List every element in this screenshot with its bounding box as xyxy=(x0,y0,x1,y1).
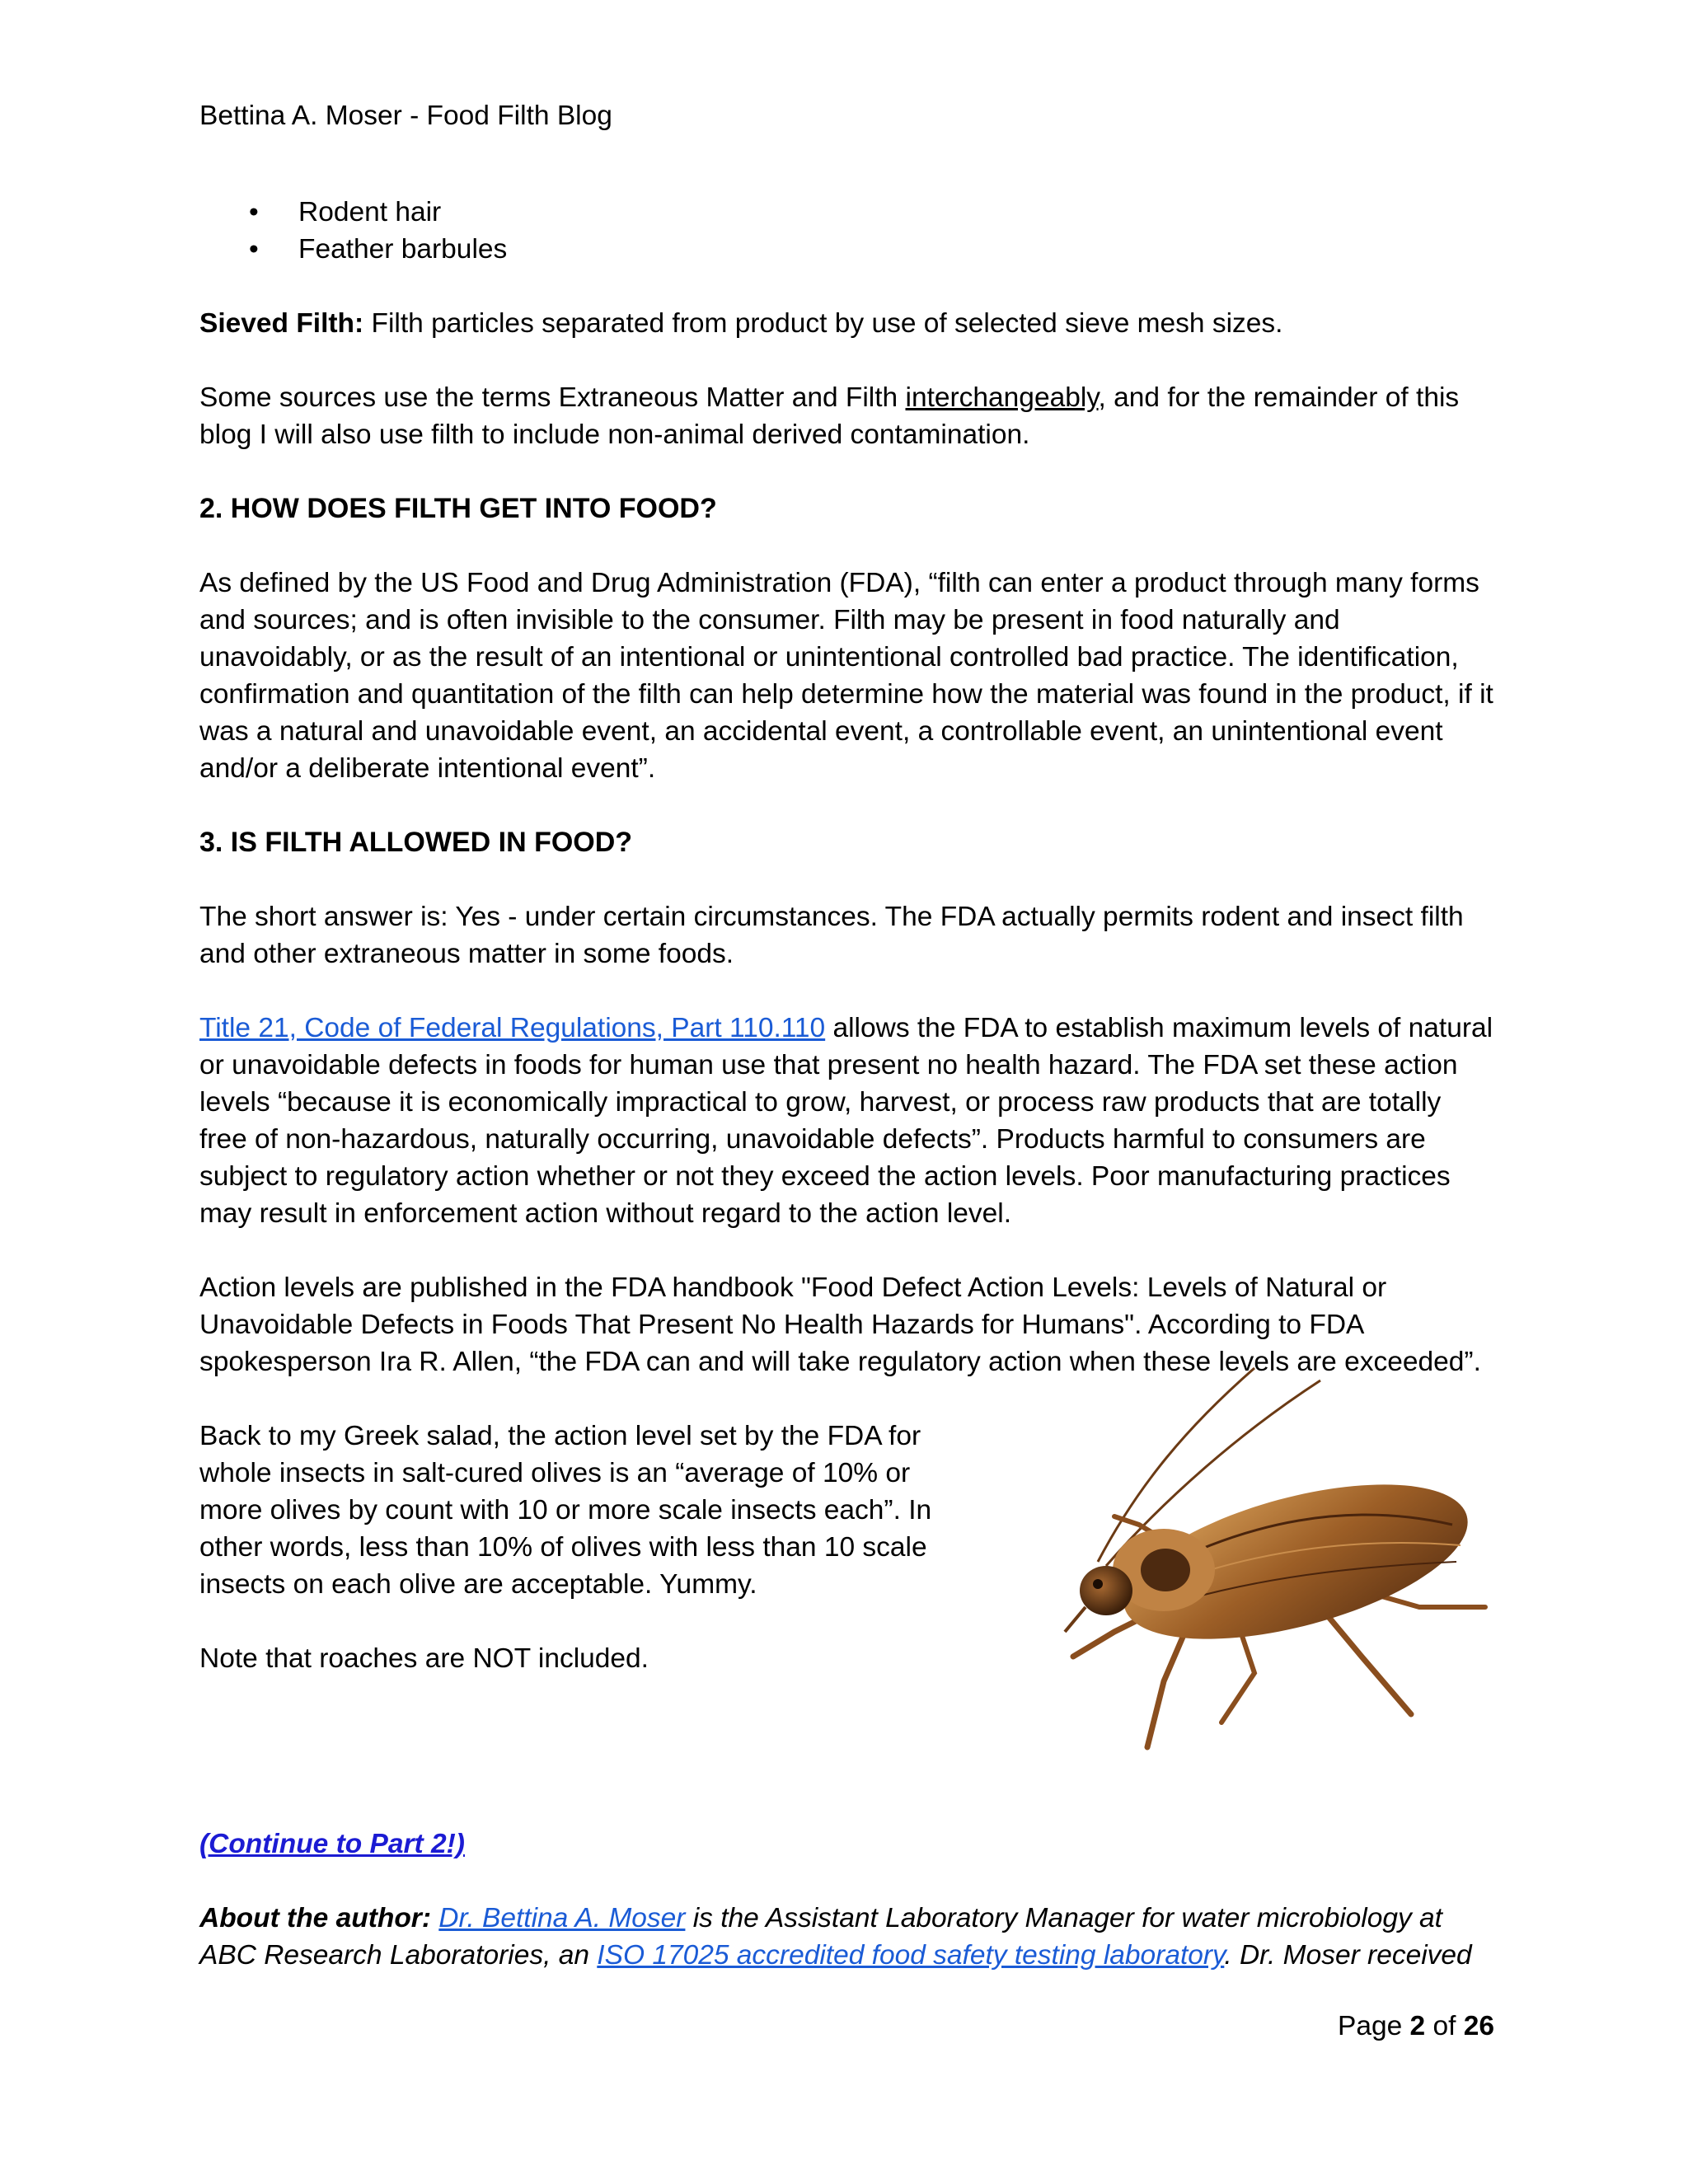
bullet-icon: • xyxy=(249,234,259,265)
author-link[interactable]: Dr. Bettina A. Moser xyxy=(438,1903,686,1933)
section-3-paragraph-3: Action levels are published in the FDA handbook "Food Defect Action Levels: Levels of Natural or Unavoidable Defects in Foods That Present No Health Hazards for Humans". According to FDA spokesperson Ira R. Allen, “the FDA can and will take regulatory action when these levels are exceeded”. xyxy=(199,1272,1481,1377)
about-author-paragraph: About the author: Dr. Bettina A. Moser is the Assistant Laboratory Manager for water microbiology at ABC Research Laboratories, an ISO 17025 accredited food safety testing laboratory. Dr. Moser received xyxy=(199,1903,1472,1971)
greek-salad-paragraph: Back to my Greek salad, the action level set by the FDA for whole insects in salt-cured olives is an “average of 10% or more olives by count with 10 or more scale insects each”. In other words, less than 10% of olives with less than 10 scale insects on each olive are acceptable. Yummy. xyxy=(199,1421,932,1600)
bullet-list xyxy=(199,194,1493,268)
continue-to-part-2-link[interactable]: (Continue to Part 2!) xyxy=(199,1829,465,1859)
page-number: 2 xyxy=(1409,2011,1426,2041)
terms-paragraph: Some sources use the terms Extraneous Matter and Filth interchangeably, and for the remainder of this blog I will also use filth to include non-animal derived contamination. xyxy=(199,382,1460,450)
about-author-label: About the author: xyxy=(199,1903,431,1933)
cfr-link[interactable]: Title 21, Code of Federal Regulations, Part 110.110 xyxy=(199,1013,826,1043)
sieved-filth-definition: Sieved Filth: Filth particles separated from product by use of selected sieve mesh sizes. xyxy=(199,308,1283,339)
olives-block xyxy=(199,1418,1493,1788)
page-total: 26 xyxy=(1463,2011,1495,2041)
cockroach-illustration xyxy=(974,1360,1502,1772)
section-3-paragraph-1: The short answer is: Yes - under certain circumstances. The FDA actually permits rodent and insect filth and other extraneous matter in some foods. xyxy=(199,902,1464,969)
list-item: • Feather barbules xyxy=(199,231,1493,268)
page-header: Bettina A. Moser - Food Filth Blog xyxy=(199,101,612,131)
section-2-paragraph: As defined by the US Food and Drug Administration (FDA), “filth can enter a product through many forms and sources; and is often invisible to the consumer. Filth may be present in food naturally and unavoidably, or as the result of an intentional or unintentional controlled bad practice. The identification, confirmation and quantitation of the filth can help determine how the material was found in the product, if it was a natural and unavoidable event, an accidental event, a controllable event, an unintentional event and/or a deliberate intentional event”. xyxy=(199,568,1493,784)
lab-link[interactable]: ISO 17025 accredited food safety testing laboratory xyxy=(597,1940,1225,1971)
bullet-icon: • xyxy=(249,197,259,227)
page-content xyxy=(199,97,1493,2011)
page-footer: Page 2 of 26 xyxy=(1338,2011,1495,2041)
section-2-heading: 2. HOW DOES FILTH GET INTO FOOD? xyxy=(199,493,717,524)
list-item: • Rodent hair xyxy=(199,194,1493,231)
roaches-note: Note that roaches are NOT included. xyxy=(199,1643,649,1674)
section-3-heading: 3. IS FILTH ALLOWED IN FOOD? xyxy=(199,827,633,858)
continue-paragraph xyxy=(199,1825,1493,1863)
section-3-paragraph-2: Title 21, Code of Federal Regulations, Part 110.110 allows the FDA to establish maximum levels of natural or unavoidable defects in foods for human use that present no health hazard. The FDA set these action levels “because it is economically impractical to grow, harvest, or process raw products that are totally free of non-hazardous, naturally occurring, unavoidable defects”. Products harmful to consumers are subject to regulatory action whether or not they exceed the action levels. Poor manufacturing practices may result in enforcement action without regard to the action level. xyxy=(199,1013,1493,1229)
sieved-filth-term: Sieved Filth: xyxy=(199,308,364,339)
underlined-word: interchangeably xyxy=(905,382,1099,413)
